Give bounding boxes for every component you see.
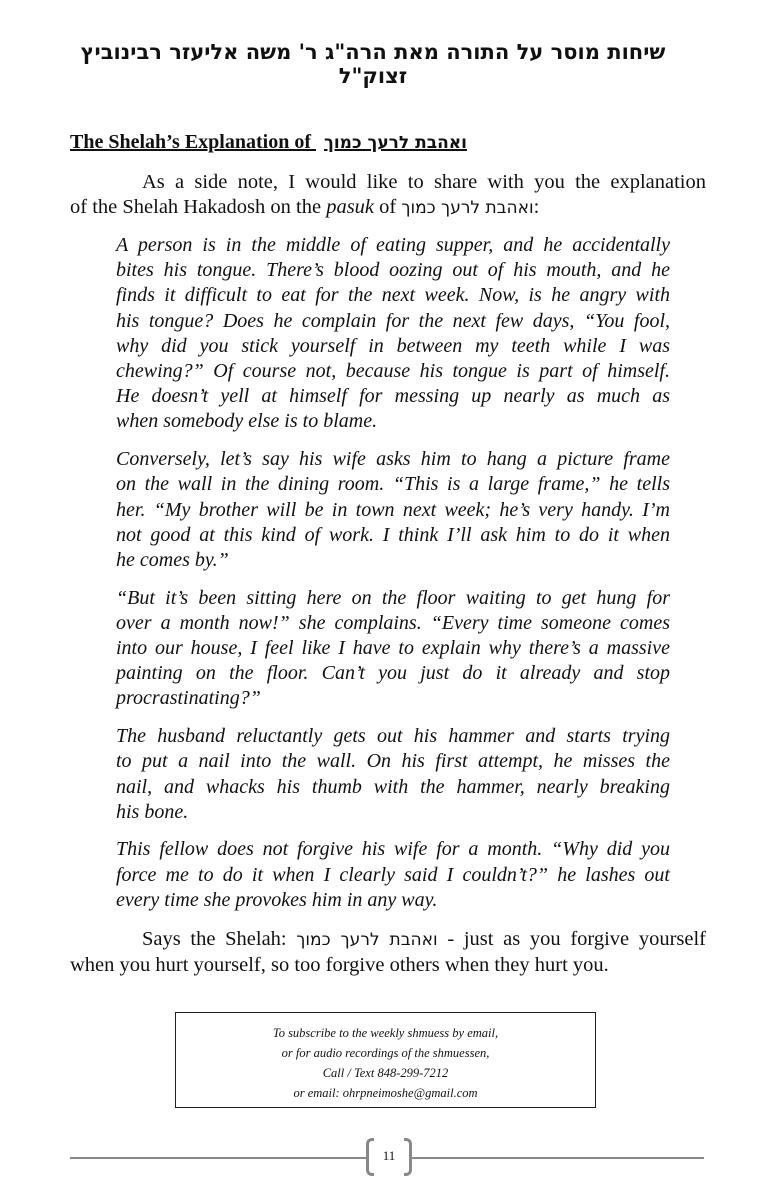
intro-colon: : bbox=[533, 196, 540, 218]
intro-text: of the Shelah Hakadosh on the bbox=[70, 196, 327, 218]
footer-rule-left bbox=[70, 1157, 366, 1159]
conclusion-line-2: when you hurt yourself, so too forgive others when they hurt you. bbox=[70, 954, 609, 976]
quote-line: his tongue? Does he complain for the next few days, “You fool, bbox=[116, 309, 670, 332]
quote-line: every time she provokes him in any way. bbox=[116, 888, 438, 911]
quote-line: procrastinating?” bbox=[116, 687, 261, 710]
intro-paragraph bbox=[70, 170, 706, 221]
intro-text: of bbox=[374, 196, 402, 218]
quote-line: bites his tongue. There’s blood oozing out of his mouth, and he bbox=[116, 259, 670, 282]
conclusion-text: - just as you forgive yourself bbox=[437, 928, 706, 950]
quote-line: why did you stick yourself in between my teeth while I was bbox=[116, 334, 670, 357]
subscribe-line: or for audio recordings of the shmuessen, bbox=[281, 1046, 490, 1060]
quote-line: painting on the floor. Can’t you just do it already and stop bbox=[116, 662, 670, 685]
subscribe-box bbox=[175, 1012, 596, 1108]
quote-paragraph bbox=[116, 724, 670, 825]
section-title bbox=[70, 131, 467, 154]
right-bracket-icon bbox=[404, 1138, 412, 1176]
footer-rule-right bbox=[412, 1157, 704, 1159]
quote-line: “But it’s been sitting here on the floor waiting to get hung for bbox=[116, 586, 670, 609]
quote-line: nail, and whacks his thumb with the hammer, nearly breaking bbox=[116, 775, 670, 798]
quote-line: to put a nail into the wall. On his first attempt, he misses the bbox=[116, 750, 670, 773]
quote-paragraph bbox=[116, 233, 670, 435]
subscribe-line: To subscribe to the weekly shmuess by email, bbox=[272, 1026, 499, 1040]
quote-line: finds it difficult to eat for the next week. Now, is he angry with bbox=[116, 284, 670, 307]
quote-line: force me to do it when I clearly said I couldn’t?” he lashes out bbox=[116, 863, 670, 886]
quote-paragraph bbox=[116, 447, 670, 573]
intro-line-1: As a side note, I would like to share with you the explanation bbox=[142, 171, 706, 193]
conclusion-hebrew: ואהבת לרעך כמוך bbox=[296, 930, 438, 950]
section-title-hebrew: ואהבת לרעך כמוך bbox=[324, 133, 467, 153]
subscribe-phone: Call / Text 848-299-7212 bbox=[322, 1066, 449, 1080]
quote-line: chewing?” Of course not, because his tongue is part of himself. bbox=[116, 360, 670, 383]
quote-line: The husband reluctantly gets out his hammer and starts trying bbox=[116, 725, 670, 748]
quote-line: into our house, I feel like I have to explain why there’s a massive bbox=[116, 637, 670, 660]
quote-line: his bone. bbox=[116, 800, 189, 823]
quote-line: He doesn’t yell at himself for messing up nearly as much as bbox=[116, 385, 670, 408]
quote-line: Conversely, let’s say his wife asks him to hang a picture frame bbox=[116, 448, 670, 471]
conclusion-line-1 bbox=[70, 927, 706, 953]
page-number-container bbox=[366, 1138, 412, 1178]
intro-hebrew: ואהבת לרעך כמוך bbox=[401, 198, 534, 218]
intro-line-2 bbox=[70, 195, 706, 221]
intro-italic-term: pasuk bbox=[326, 196, 375, 218]
quote-paragraph bbox=[116, 586, 670, 712]
left-bracket-icon bbox=[366, 1138, 374, 1176]
running-header: שיחות מוסר על התורה מאת הרה"ג ר' משה אליעזר רבינוביץ זצוק"ל bbox=[80, 40, 666, 88]
quote-line: on the wall in the dining room. “This is a large frame,” he tells bbox=[116, 473, 670, 496]
quoted-story bbox=[116, 233, 670, 926]
quote-line: he comes by.” bbox=[116, 548, 229, 571]
subscribe-email: or email: ohrpneimoshe@gmail.com bbox=[293, 1086, 478, 1100]
quote-line: when somebody else is to blame. bbox=[116, 410, 378, 433]
quote-line: A person is in the middle of eating supper, and he accidentally bbox=[116, 234, 670, 256]
quote-line: This fellow does not forgive his wife for a month. “Why did you bbox=[116, 838, 670, 861]
quote-line: not good at this kind of work. I think I’ll ask him to do it when bbox=[116, 523, 670, 546]
section-title-english: The Shelah’s Explanation of bbox=[70, 131, 311, 153]
quote-paragraph bbox=[116, 837, 670, 913]
page-number: 11 bbox=[382, 1148, 396, 1163]
conclusion-text: Says the Shelah: bbox=[142, 928, 297, 950]
quote-line: her. “My brother will be in town next week; he’s very handy. I’m bbox=[116, 498, 670, 521]
quote-line: over a month now!” she complains. “Every time someone comes bbox=[116, 611, 670, 634]
conclusion-paragraph bbox=[70, 927, 706, 978]
